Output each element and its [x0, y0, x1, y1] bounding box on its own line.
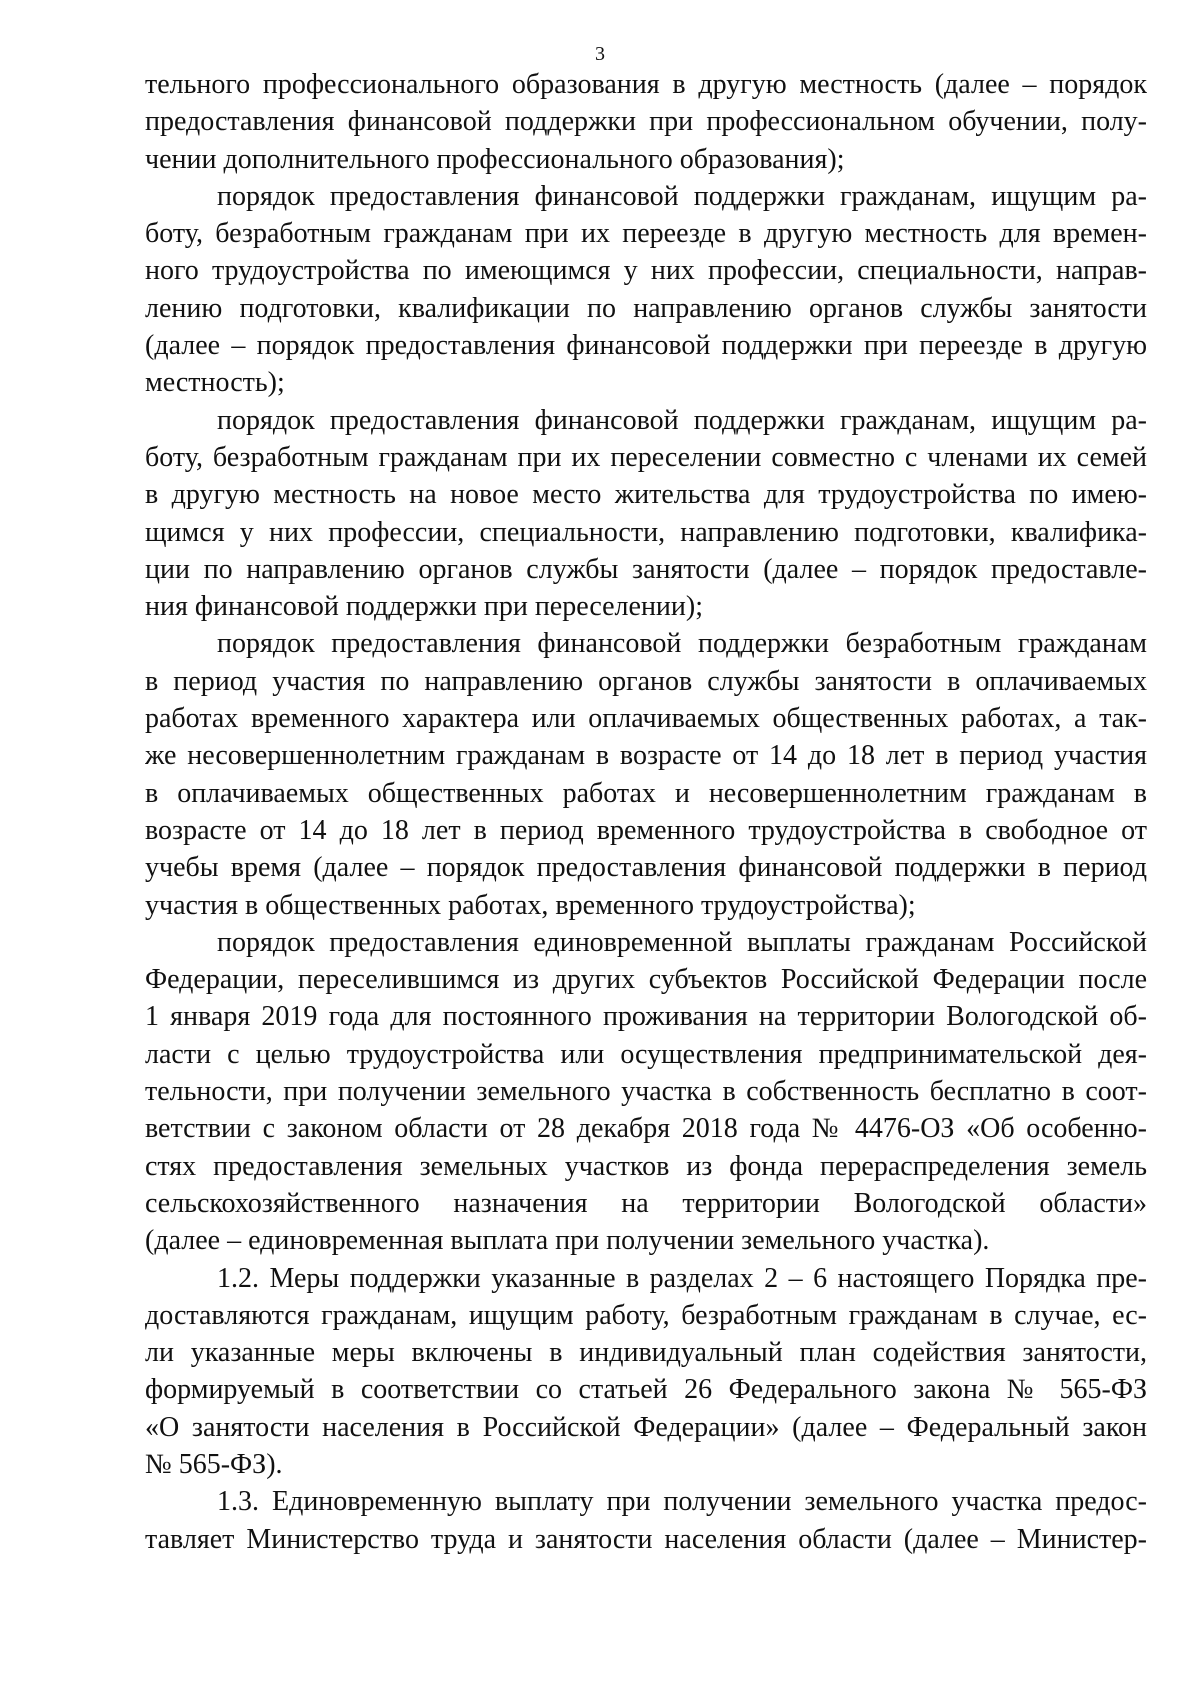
- text-line: ции по направлению органов службы занятости (далее – порядок предоставле-: [145, 553, 1147, 585]
- text-line: (далее – единовременная выплата при получении земельного участка).: [145, 1225, 990, 1257]
- text-line: порядок предоставления финансовой поддержки безработным гражданам: [217, 628, 1147, 660]
- page-number: 3: [595, 43, 605, 65]
- text-line: (далее – порядок предоставления финансовой поддержки при переезде в другую: [145, 330, 1147, 362]
- text-line: ветствии с законом области от 28 декабря 2018 года № 4476-ОЗ «Об особенно-: [145, 1113, 1147, 1145]
- text-line: ли указанные меры включены в индивидуальный план содействия занятости,: [145, 1337, 1147, 1369]
- text-line: тавляет Министерство труда и занятости населения области (далее – Министер-: [145, 1523, 1147, 1555]
- text-line: же несовершеннолетним гражданам в возрасте от 14 до 18 лет в период участия: [145, 740, 1147, 772]
- text-line: боту, безработным гражданам при их переезде в другую местность для времен-: [145, 218, 1147, 250]
- text-line: ласти с целью трудоустройства или осуществления предпринимательской дея-: [145, 1038, 1147, 1070]
- text-line: в оплачиваемых общественных работах и несовершеннолетним гражданам в: [145, 777, 1147, 809]
- document-body: [145, 66, 1147, 1558]
- text-line: «О занятости населения в Российской Федерации» (далее – Федеральный закон: [145, 1411, 1147, 1443]
- text-line: участия в общественных работах, временного трудоустройства);: [145, 889, 916, 921]
- text-line: доставляются гражданам, ищущим работу, безработным гражданам в случае, ес-: [145, 1299, 1147, 1331]
- text-line: порядок предоставления финансовой поддержки гражданам, ищущим ра-: [217, 180, 1147, 212]
- text-line: возрасте от 14 до 18 лет в период временного трудоустройства в свободное от: [145, 814, 1147, 846]
- text-line: местность);: [145, 367, 285, 399]
- text-line: щимся у них профессии, специальности, направлению подготовки, квалифика-: [145, 516, 1147, 548]
- text-line: чении дополнительного профессионального образования);: [145, 143, 845, 175]
- text-line: порядок предоставления единовременной выплаты гражданам Российской: [217, 926, 1147, 958]
- text-line: Федерации, переселившимся из других субъектов Российской Федерации после: [145, 964, 1147, 996]
- text-line: формируемый в соответствии со статьей 26 Федерального закона № 565-ФЗ: [145, 1374, 1147, 1406]
- text-line: ния финансовой поддержки при переселении);: [145, 591, 704, 623]
- text-line: стях предоставления земельных участков из фонда перераспределения земель: [145, 1150, 1147, 1182]
- text-line: в другую местность на новое место жительства для трудоустройства по имею-: [145, 479, 1147, 511]
- text-line: ного трудоустройства по имеющимся у них профессии, специальности, направ-: [145, 255, 1147, 287]
- text-line: 1 января 2019 года для постоянного проживания на территории Вологодской об-: [145, 1001, 1147, 1033]
- text-line: 1.3. Единовременную выплату при получении земельного участка предос-: [217, 1486, 1147, 1518]
- text-line: тельного профессионального образования в другую местность (далее – порядок: [145, 69, 1147, 100]
- text-line: 1.2. Меры поддержки указанные в разделах 2 – 6 настоящего Порядка пре-: [217, 1262, 1147, 1294]
- text-line: в период участия по направлению органов службы занятости в оплачиваемых: [145, 665, 1147, 697]
- text-line: порядок предоставления финансовой поддержки гражданам, ищущим ра-: [217, 404, 1147, 436]
- text-line: учебы время (далее – порядок предоставления финансовой поддержки в период: [145, 852, 1147, 884]
- text-line: предоставления финансовой поддержки при профессиональном обучении, полу-: [145, 106, 1147, 138]
- text-line: тельности, при получении земельного участка в собственность бесплатно в соот-: [145, 1076, 1147, 1108]
- text-line: работах временного характера или оплачиваемых общественных работах, а так-: [145, 703, 1147, 735]
- text-line: № 565-ФЗ).: [145, 1448, 283, 1480]
- text-line: лению подготовки, квалификации по направлению органов службы занятости: [145, 292, 1147, 324]
- text-line: сельскохозяйственного назначения на территории Вологодской области»: [145, 1187, 1147, 1219]
- text-line: боту, безработным гражданам при их переселении совместно с членами их семей: [145, 441, 1147, 473]
